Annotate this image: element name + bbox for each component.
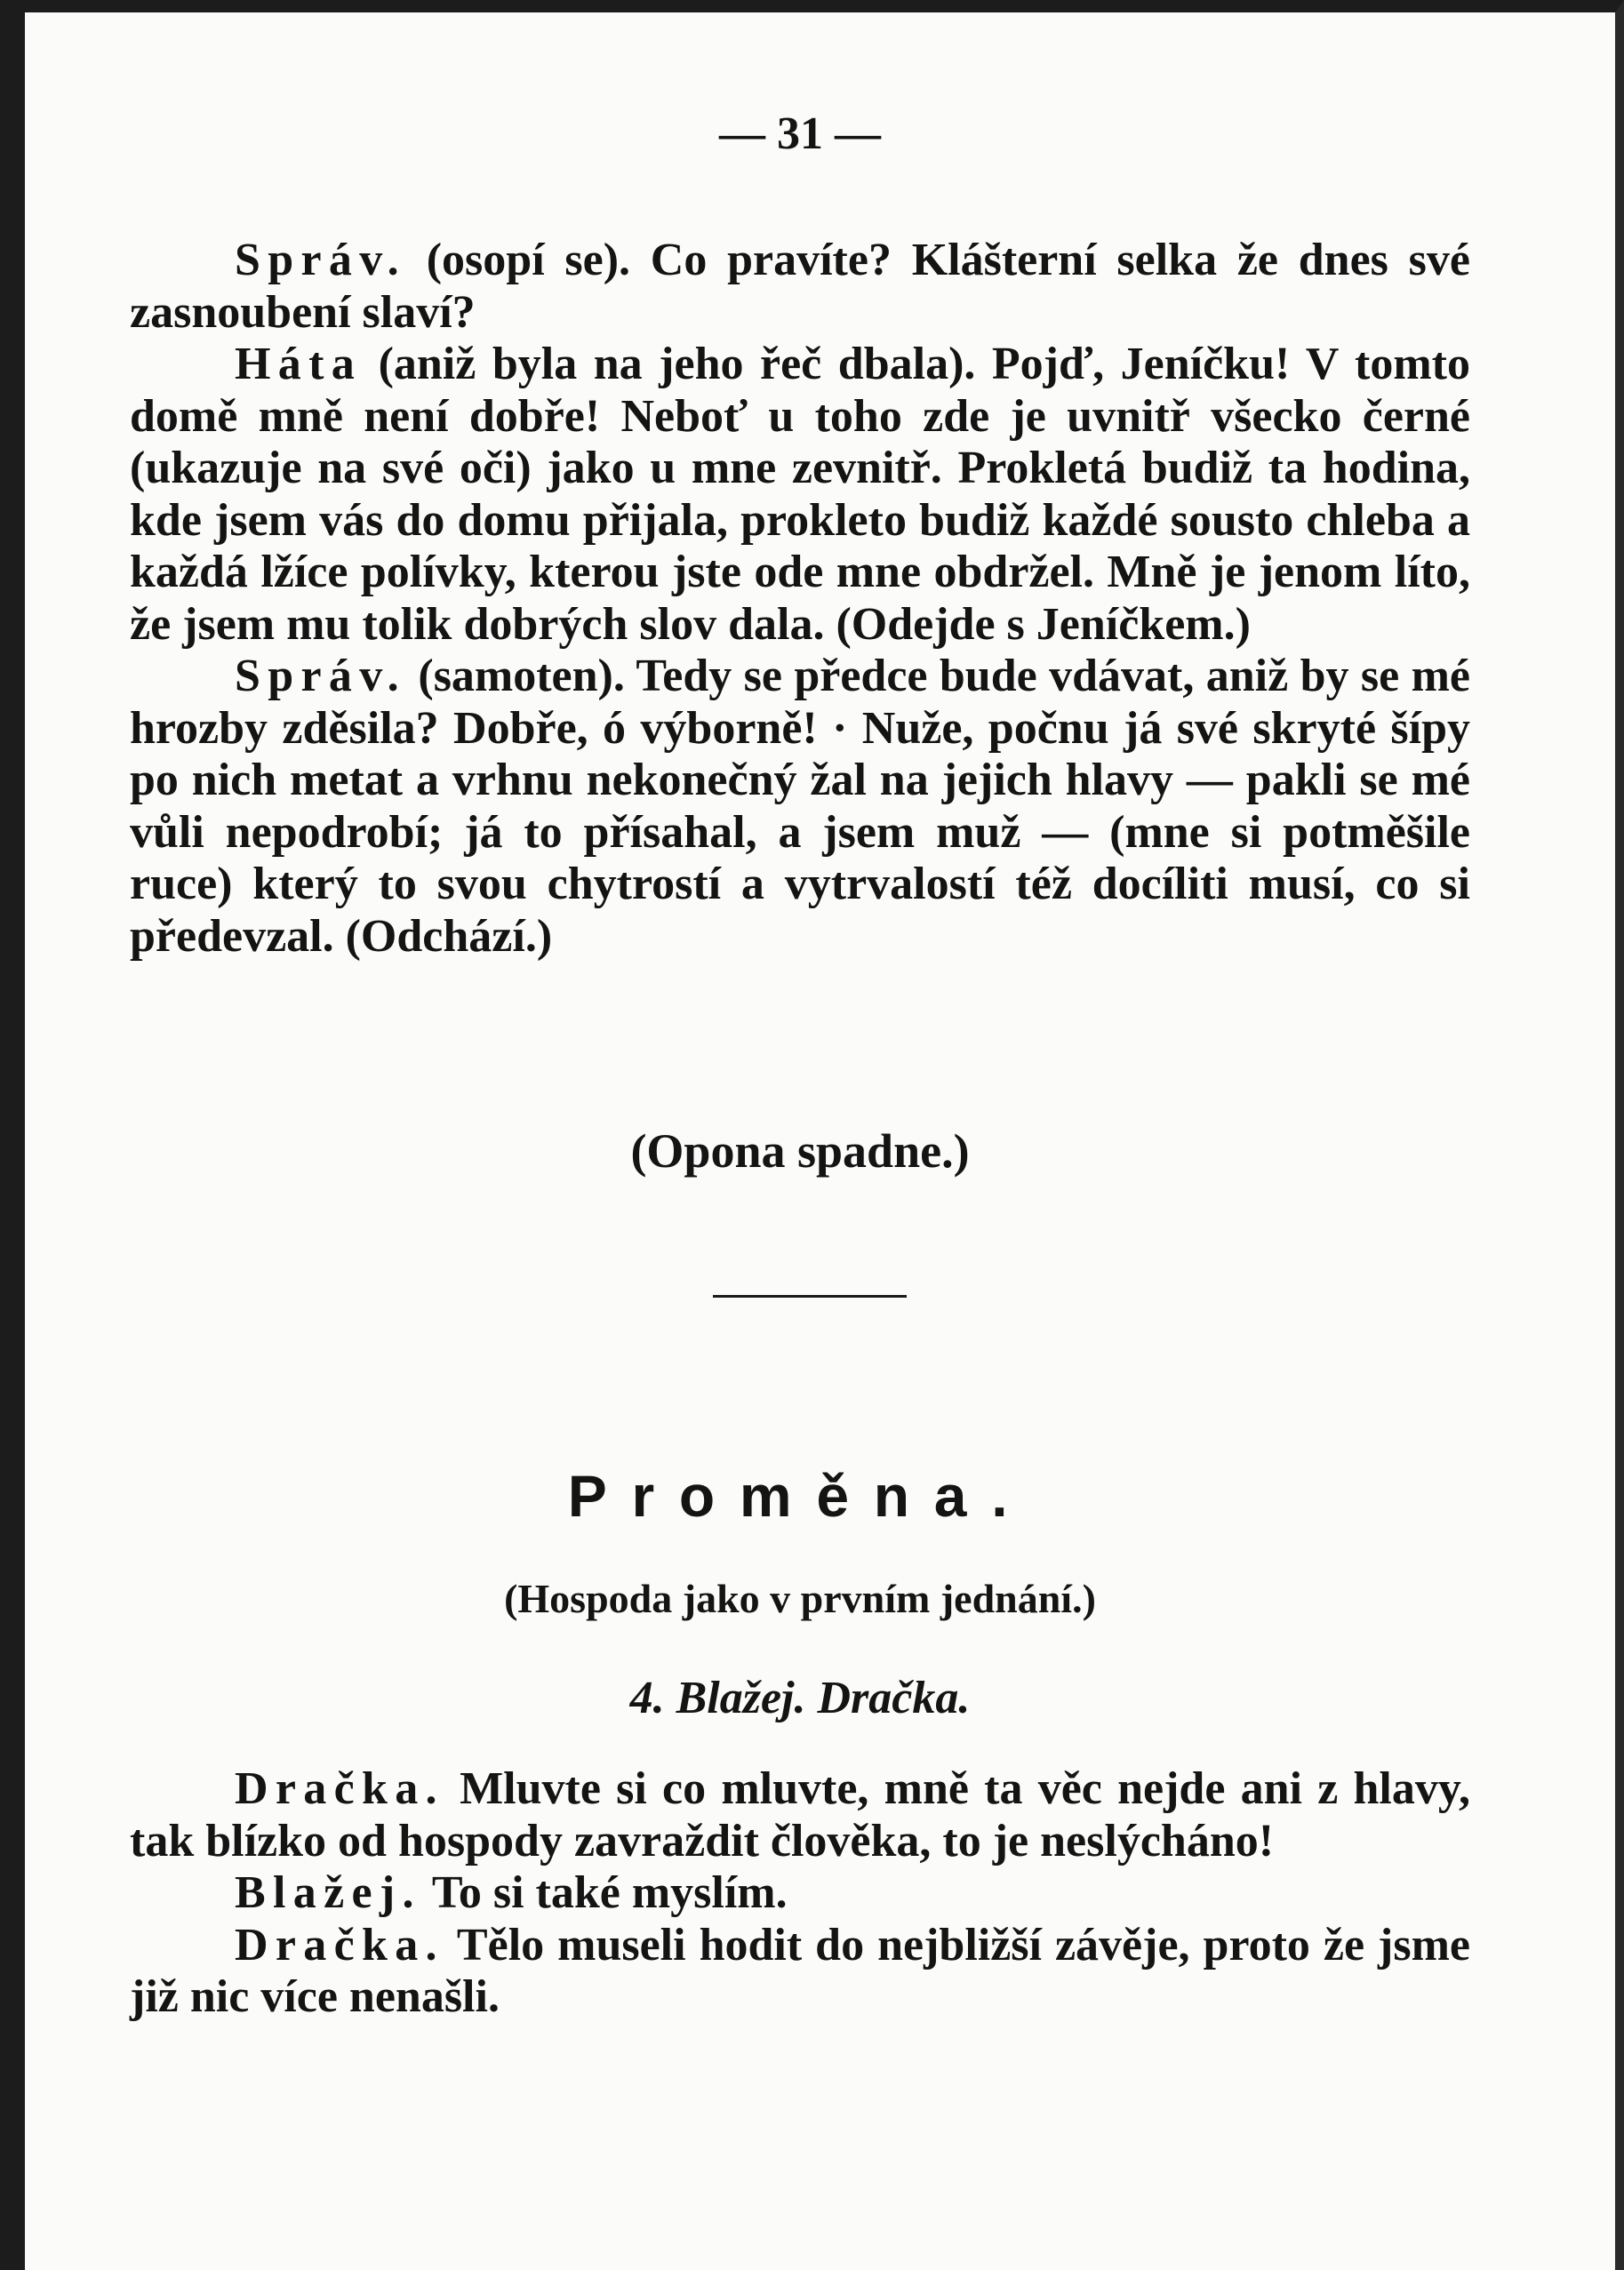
speaker-name: Správ. [235,235,406,285]
dialogue-paragraph [130,1920,1470,2024]
dialogue-paragraph [130,1763,1470,1867]
dialogue-block-1 [130,235,1470,963]
speaker-name: Dračka. [235,1763,444,1814]
dialogue-text: Tělo museli hodit do nejbližší závěje, proto že jsme již nic více nenašli. [130,1919,1470,2022]
dialogue-paragraph [130,339,1470,651]
section-heading: Proměna. [567,1463,1033,1529]
speaker-name: Dračka. [235,1919,444,1970]
dialogue-paragraph [130,235,1470,339]
dialogue-block-2 [130,1763,1470,2024]
dialogue-text: (samoten). Tedy se předce bude vdávat, aniž by se mé hrozby zděsila? Dobře, ó výborně! · Nuže, počnu já své skryté šípy po nich metat a vrhnu nekonečný žal na jejich hlavy — pakli se mé vůli nepodrobí; já to přísahal, a jsem muž — (mne si potměšile ruce) který to svou chytrostí a vytrvalostí též docíliti musí, co si předevzal. (Odchází.) [130,651,1470,962]
dialogue-text: Mluvte si co mluvte, mně ta věc nejde ani z hlavy, tak blízko od hospody zavraždit člověka, to je neslýcháno! [130,1763,1470,1866]
setting-note: (Hospoda jako v prvním jednání.) [504,1576,1096,1621]
dialogue-text: (osopí se). Co pravíte? Klášterní selka že dnes své zasnoubení slaví? [130,235,1470,338]
dialogue-text: (aniž byla na jeho řeč dbala). Pojď, Jeníčku! V tomto domě mně není dobře! Neboť u toho zde je uvnitř všecko černé (ukazuje na své oči) jako u mne zevnitř. Prokletá budiž ta hodina, kde jsem vás do domu přijala, prokleto budiž každé sousto chleba a každá lžíce polívky, kterou jste ode mne obdržel. Mně je jenom líto, že jsem mu tolik dobrých slov dala. (Odejde s Jeníčkem.) [130,339,1470,650]
speaker-name: Blažej. [235,1867,421,1918]
dialogue-text: To si také myslím. [420,1867,788,1918]
scene-title: 4. Blažej. Dračka. [629,1673,971,1723]
dialogue-paragraph [130,1867,1470,1920]
dialogue-paragraph [130,651,1470,963]
speaker-name: Háta [235,339,363,389]
section-divider [713,1295,907,1298]
page-number: — 31 — [719,108,881,159]
stage-direction: (Opona spadne.) [630,1124,970,1178]
speaker-name: Správ. [235,651,406,701]
